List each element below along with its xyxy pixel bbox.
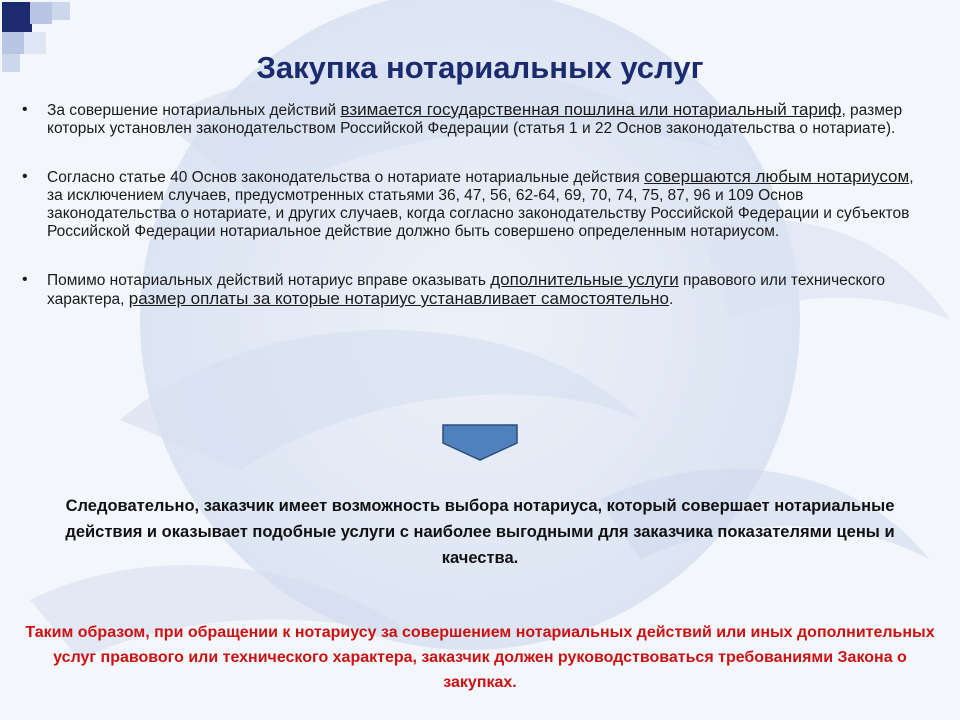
- bullet-icon: •: [22, 271, 28, 288]
- bullet-text: , за исключением случаев, предусмотренных статьями 36, 47, 56, 62-64, 69, 70, 74, 75, 87, 96 и 109 Основ законодательства о нотариате, и других случаев, когда согласно законодательству Российской Федерации и субъектов Российской Федерации нотариальное действие должно быть совершено определенным нотариусом.: [47, 169, 914, 240]
- bullet-text: Помимо нотариальных действий нотариус вправе оказывать: [47, 272, 491, 289]
- bullet-item: [20, 168, 925, 241]
- conclusion-text: Следовательно, заказчик имеет возможность выбора нотариуса, который совершает нотариальные действия и оказывает подобные услуги с наиболее выгодными для заказчика показателями цены и качества.: [65, 497, 895, 567]
- page-title: Закупка нотариальных услуг: [256, 50, 704, 85]
- bullet-text: За совершение нотариальных действий: [47, 102, 341, 119]
- underlined-text: дополнительные услуги: [490, 270, 679, 289]
- underlined-text: совершаются любым нотариусом: [644, 167, 910, 186]
- underlined-text: размер оплаты за которые нотариус устанавливает самостоятельно: [128, 289, 670, 308]
- bullet-icon: •: [22, 168, 28, 185]
- final-note-text: Таким образом, при обращении к нотариусу за совершением нотариальных действий или иных дополнительных услуг правового или технического характера, заказчик должен руководствоваться требованиями Закона о закупках.: [25, 624, 935, 691]
- down-arrow-icon: [441, 424, 519, 462]
- bullet-icon: •: [22, 101, 28, 118]
- bullet-item: [20, 271, 925, 309]
- bullet-list: [20, 101, 925, 309]
- bullet-text: .: [669, 291, 674, 308]
- bullet-text: правового или технического характера,: [47, 272, 886, 308]
- underlined-text: взимается государственная пошлина или нотариальный тариф: [340, 100, 842, 119]
- bullet-item: [20, 101, 925, 138]
- bullet-text: Согласно статье 40 Основ законодательства о нотариате нотариальные действия: [47, 169, 645, 186]
- bullet-text: , размер которых установлен законодательством Российской Федерации (статья 1 и 22 Основ законодательства о нотариате).: [47, 102, 903, 137]
